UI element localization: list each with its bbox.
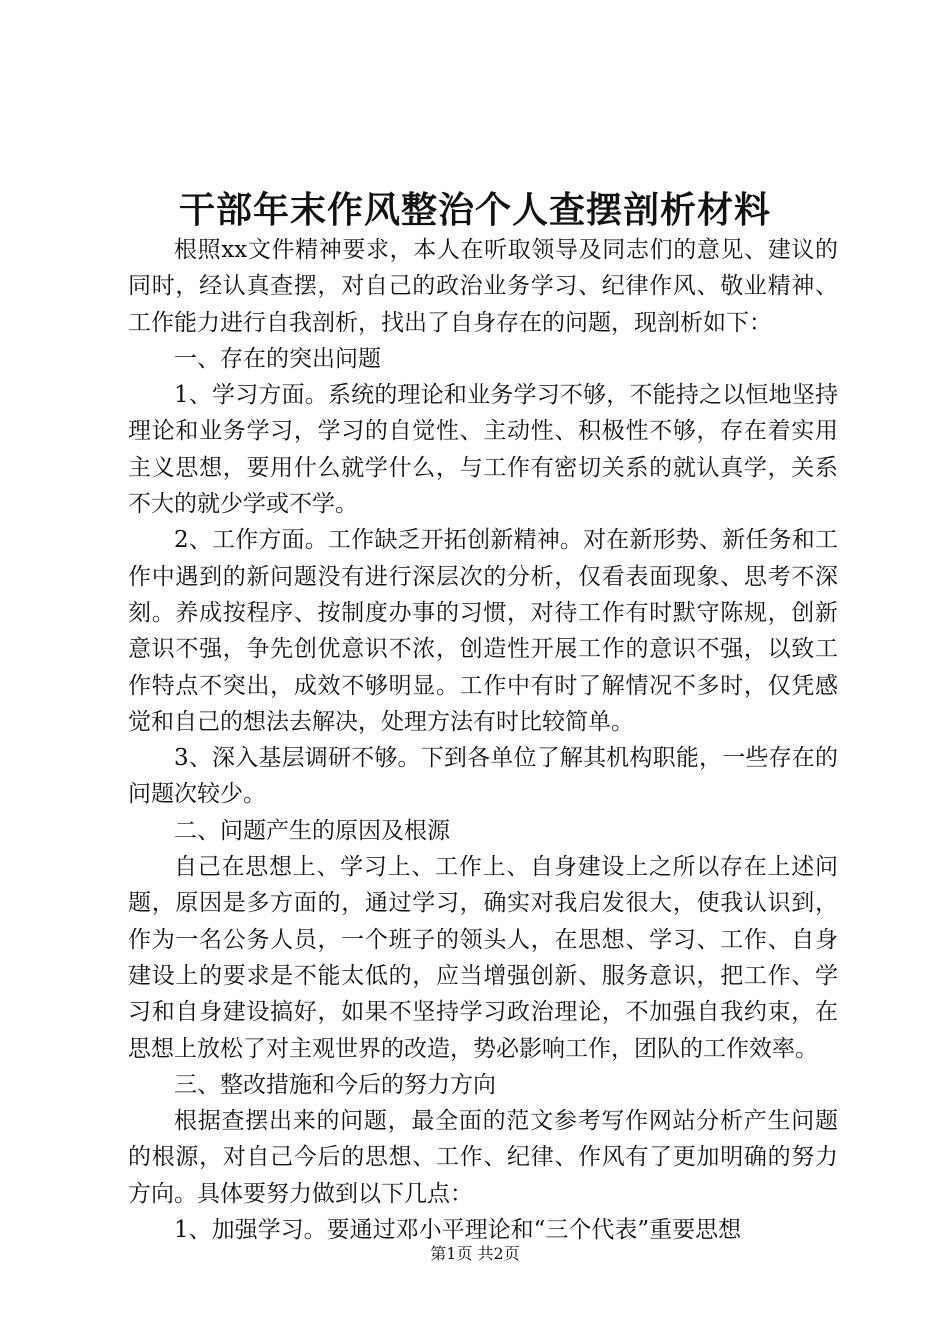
body-paragraph: 自己在思想上、学习上、工作上、自身建设上之所以存在上述问题，原因是多方面的，通过学习，确实对我启发很大，使我认识到，作为一名公务人员，一个班子的领头人，在思想、学习、工作、自身建设上的要求是不能太低的，应当增强创新、服务意识，把工作、学习和自身建设搞好，如果不坚持学习政治理论，不加强自我约束，在思想上放松了对主观世界的改造，势必影响工作，团队的工作效率。 xyxy=(128,854,838,1062)
section-heading-1: 一、存在的突出问题 xyxy=(174,345,381,372)
intro-paragraph: 根照xx文件精神要求，本人在听取领导及同志们的意见、建议的同时，经认真查摆，对自己的政治业务学习、纪律作风、敬业精神、工作能力进行自我剖析，找出了自身存在的问题，现剖析如下： xyxy=(128,237,838,336)
body-paragraph: 根据查摆出来的问题，最全面的范文参考写作网站分析产生问题的根源，对自己今后的思想、工作、纪律、作风有了更加明确的努力方向。具体要努力做到以下几点： xyxy=(128,1108,838,1207)
body-paragraph: 1、学习方面。系统的理论和业务学习不够，不能持之以恒地坚持理论和业务学习，学习的自觉性、主动性、积极性不够，存在着实用主义思想，要用什么就学什么，与工作有密切关系的就认真学，关系不大的就少学或不学。 xyxy=(128,382,838,518)
body-paragraph: 2、工作方面。工作缺乏开拓创新精神。对在新形势、新任务和工作中遇到的新问题没有进行深层次的分析，仅看表面现象、思考不深刻。养成按程序、按制度办事的习惯，对待工作有时默守陈规，创新意识不强，争先创优意识不浓，创造性开展工作的意识不强，以致工作特点不突出，成效不够明显。工作中有时了解情况不多时，仅凭感觉和自己的想法去解决，处理方法有时比较简单。 xyxy=(128,527,838,735)
body-paragraph: 1、加强学习。要通过邓小平理论和“三个代表”重要思想 xyxy=(174,1217,742,1244)
document-body xyxy=(128,232,838,1248)
body-paragraph: 3、深入基层调研不够。下到各单位了解其机构职能，一些存在的问题次较少。 xyxy=(128,745,838,808)
document-title: 干部年末作风整治个人查摆剖析材料 xyxy=(178,189,771,231)
section-heading-2: 二、问题产生的原因及根源 xyxy=(174,817,450,844)
section-heading-3: 三、整改措施和今后的努力方向 xyxy=(174,1071,496,1098)
page-number-footer: 第1页 共2页 xyxy=(430,1244,520,1263)
